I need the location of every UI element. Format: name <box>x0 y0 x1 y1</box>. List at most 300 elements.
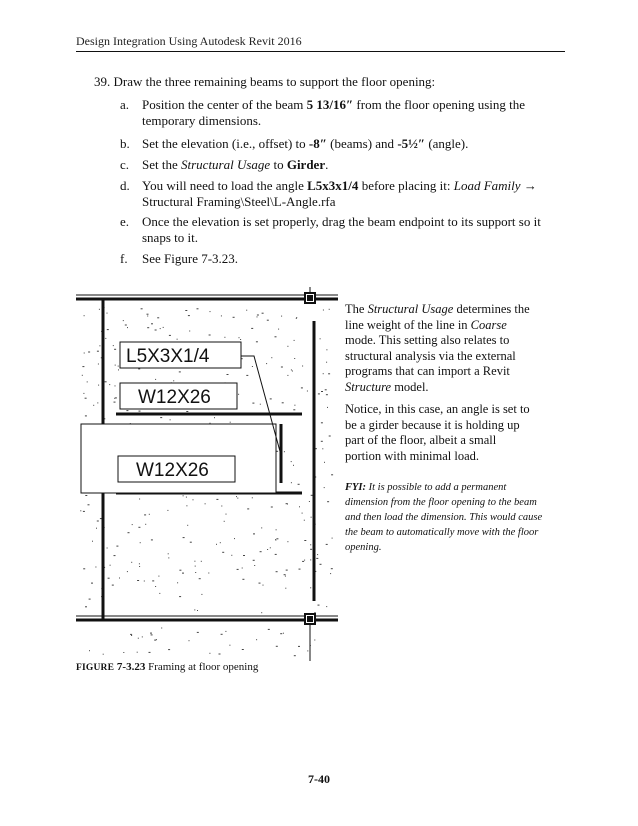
hatch-dot <box>197 632 199 633</box>
hatch-dot <box>112 585 114 586</box>
hatch-dot <box>270 398 272 399</box>
hatch-dot <box>252 497 253 498</box>
hatch-dot <box>327 407 328 408</box>
hatch-dot <box>123 652 124 653</box>
hatch-dot <box>332 538 333 539</box>
hatch-dot <box>195 566 196 567</box>
hatch-dot <box>299 569 301 570</box>
hatch-dot <box>226 514 227 515</box>
hatch-dot <box>285 576 286 577</box>
substep-text: before placing it: <box>358 178 454 193</box>
hatch-dot <box>169 335 171 336</box>
hatch-dot <box>283 633 284 634</box>
hatch-dot <box>107 313 108 314</box>
hatch-dot <box>85 398 87 399</box>
hatch-dot <box>278 329 279 330</box>
note-text: The <box>345 302 368 316</box>
hatch-dot <box>114 398 115 399</box>
hatch-dot <box>157 317 159 318</box>
hatch-dot <box>271 507 273 508</box>
hatch-dot <box>201 594 202 595</box>
hatch-dot <box>298 484 300 485</box>
hatch-dot <box>326 362 327 363</box>
hatch-dot <box>281 316 282 317</box>
fyi-label: FYI: <box>345 482 366 493</box>
hatch-dot <box>252 403 254 404</box>
hatch-dot <box>189 331 190 332</box>
hatch-dot <box>170 419 171 420</box>
hatch-dot <box>229 645 230 646</box>
hatch-dot <box>246 375 248 376</box>
hatch-dot <box>107 548 108 549</box>
tag-beam-bottom-label: W12X26 <box>136 460 209 481</box>
note-text: programs that can import a Revit <box>345 364 510 378</box>
hatch-dot <box>199 578 201 579</box>
hatch-dot <box>155 586 156 587</box>
hatch-dot <box>151 539 153 540</box>
hatch-dot <box>137 652 138 653</box>
hatch-dot <box>316 558 318 559</box>
hatch-dot <box>227 374 229 375</box>
hatch-dot <box>291 369 292 370</box>
fyi-text: dimension from the floor opening to the beam <box>345 497 537 508</box>
hatch-dot <box>291 482 292 483</box>
note-text: be a girder because it is holding up <box>345 417 520 432</box>
arrow-icon: → <box>520 178 537 193</box>
hatch-dot <box>97 351 99 352</box>
hatch-dot <box>329 309 330 310</box>
hatch-dot <box>186 497 187 498</box>
side-note-angle <box>345 402 545 464</box>
hatch-dot <box>139 499 140 500</box>
hatch-dot <box>97 402 98 403</box>
hatch-dot <box>323 373 324 374</box>
substep-text: from the floor opening using the <box>353 97 526 112</box>
hatch-dot <box>294 340 295 341</box>
hatch-dot <box>276 538 278 539</box>
figure-caption <box>76 661 258 673</box>
hatch-dot <box>331 474 333 475</box>
hatch-dot <box>194 561 195 562</box>
hatch-dot <box>242 649 244 650</box>
hatch-dot <box>115 365 116 366</box>
hatch-dot <box>260 551 262 552</box>
hatch-dot <box>275 554 277 555</box>
hatch-dot <box>168 557 169 558</box>
hatch-dot <box>304 540 306 541</box>
hatch-dot <box>125 325 127 326</box>
hatch-dot <box>261 612 262 613</box>
hatch-dot <box>247 508 249 509</box>
hatch-dot <box>161 628 162 629</box>
hatch-dot <box>131 562 132 563</box>
hatch-dot <box>281 367 283 368</box>
hatch-dot <box>115 385 116 386</box>
hatch-dot <box>286 503 288 504</box>
hatch-dot <box>126 410 128 411</box>
hatch-dot <box>293 465 294 466</box>
hatch-dot <box>145 524 146 525</box>
hatch-dot <box>138 638 139 639</box>
hatch-dot <box>324 462 325 463</box>
hatch-dot <box>99 345 100 346</box>
hatch-dot <box>107 329 109 330</box>
hatch-dot <box>275 540 276 541</box>
hatch-dot <box>302 561 304 562</box>
hatch-dot <box>92 541 93 542</box>
note-term: Structural Usage <box>367 302 454 316</box>
hatch-dot <box>155 379 156 380</box>
hatch-dot <box>84 315 85 316</box>
hatch-dot <box>321 391 323 392</box>
substep-text: temporary dimensions. <box>142 113 262 128</box>
hatch-dot <box>311 517 312 518</box>
hatch-dot <box>183 495 184 496</box>
hatch-dot <box>91 583 93 584</box>
hatch-dot <box>285 588 286 589</box>
substep-text: Position the center of the beam <box>142 97 307 112</box>
hatch-dot <box>149 514 150 515</box>
hatch-dot <box>140 542 141 543</box>
hatch-dot <box>185 310 187 311</box>
hatch-dot <box>155 330 157 331</box>
hatch-dot <box>239 337 240 338</box>
hatch-dot <box>237 569 239 570</box>
hatch-dot <box>270 547 271 548</box>
hatch-dot <box>318 605 320 606</box>
substep-text: You will need to load the angle <box>142 178 308 193</box>
hatch-dot <box>132 524 133 525</box>
substep-text: Once the elevation is set properly, drag the beam endpoint to its support so it <box>142 214 541 229</box>
hatch-dot <box>253 533 255 534</box>
hatch-dot <box>119 578 120 579</box>
caption-text: Framing at floor opening <box>145 661 259 673</box>
page-number: 7-40 <box>308 772 330 786</box>
hatch-dot <box>219 654 221 655</box>
hatch-dot <box>116 546 118 547</box>
tag-beam-top-label: W12X26 <box>138 387 211 408</box>
hatch-dot <box>160 417 162 418</box>
hatch-dot <box>114 349 116 350</box>
hatch-dot <box>276 571 278 572</box>
substep-letter: d. <box>120 178 130 193</box>
note-text: portion with minimal load. <box>345 448 480 463</box>
hatch-dot <box>323 310 324 311</box>
hatch-dot <box>276 646 278 647</box>
hatch-dot <box>330 573 331 574</box>
hatch-dot <box>154 640 156 641</box>
hatch-dot <box>99 309 100 310</box>
hatch-dot <box>139 411 141 412</box>
note-text: line weight of the line in <box>345 317 471 332</box>
hatch-dot <box>214 417 215 418</box>
hatch-dot <box>252 366 253 367</box>
hatch-dot <box>310 549 312 550</box>
hatch-dot <box>97 521 99 522</box>
hatch-dot <box>294 655 296 656</box>
hatch-dot <box>93 405 94 406</box>
hatch-dot <box>301 387 303 388</box>
hatch-dot <box>150 633 152 634</box>
hatch-dot <box>257 315 259 316</box>
hatch-dot <box>85 606 87 607</box>
hatch-dot <box>85 495 87 496</box>
header-rule <box>76 51 565 52</box>
hatch-dot <box>179 596 181 597</box>
hatch-dot <box>105 381 107 382</box>
hatch-dot <box>167 510 168 511</box>
hatch-dot <box>189 640 190 641</box>
beam-offset-value: -8″ <box>308 136 327 151</box>
parameter-value: Girder <box>286 157 326 172</box>
hatch-dot <box>142 636 143 637</box>
hatch-dot <box>267 549 268 550</box>
hatch-dot <box>263 585 264 586</box>
hatch-dot <box>221 634 223 635</box>
note-text: Notice, in this case, an angle is set to <box>345 402 530 416</box>
hatch-dot <box>294 358 295 359</box>
parameter-name: Structural Usage <box>181 157 271 172</box>
hatch-dot <box>256 639 257 640</box>
hatch-dot <box>108 578 110 579</box>
hatch-dot <box>221 315 222 316</box>
hatch-dot <box>209 335 211 336</box>
hatch-dot <box>326 394 328 395</box>
hatch-dot <box>234 538 235 539</box>
hatch-dot <box>160 328 161 329</box>
hatch-dot <box>326 349 327 350</box>
hatch-dot <box>82 366 84 367</box>
fyi-text: the beam to automatically move with the floor <box>345 527 539 538</box>
hatch-dot <box>271 357 272 358</box>
hatch-dot <box>320 338 321 339</box>
framing-drawing <box>76 287 338 661</box>
substep-letter: e. <box>120 214 130 229</box>
hatch-dot <box>231 555 232 556</box>
hatch-dot <box>127 571 128 572</box>
hatch-dot <box>182 573 184 574</box>
hatch-dot <box>194 609 195 610</box>
dimension-value: 5 13/16″ <box>306 97 354 112</box>
hatch-dot <box>208 573 209 574</box>
hatch-dot <box>113 345 114 346</box>
column-bottom-core <box>307 616 313 622</box>
hatch-dot <box>209 653 210 654</box>
hatch-dot <box>87 381 88 382</box>
hatch-dot <box>168 553 169 554</box>
hatch-dot <box>309 501 310 502</box>
note-text: determines the <box>453 302 530 316</box>
hatch-dot <box>317 554 318 555</box>
hatch-dot <box>131 635 132 636</box>
hatch-dot <box>105 338 106 339</box>
hatch-dot <box>188 315 190 316</box>
fyi-text: It is possible to add a permanent <box>366 482 507 493</box>
hatch-dot <box>123 320 124 321</box>
hatch-dot <box>299 506 300 507</box>
hatch-dot <box>230 422 231 423</box>
running-header: Design Integration Using Autodesk Revit 2016 <box>76 34 302 48</box>
hatch-dot <box>197 308 199 309</box>
caption-number: 7-3.23 <box>114 661 146 673</box>
hatch-dot <box>197 610 198 611</box>
hatch-dot <box>268 629 270 630</box>
hatch-dot <box>138 527 140 528</box>
hatch-dot <box>240 339 241 340</box>
hatch-dot <box>103 654 104 655</box>
substep-letter: a. <box>120 97 130 112</box>
hatch-dot <box>147 314 149 315</box>
note-term: Structure <box>345 379 392 394</box>
substep-letter: b. <box>120 136 130 151</box>
hatch-dot <box>298 646 300 647</box>
tag-angle-label: L5X3X1/4 <box>126 346 210 367</box>
hatch-dot <box>326 606 327 607</box>
hatch-dot <box>179 570 181 571</box>
hatch-dot <box>147 316 148 317</box>
hatch-dot <box>314 640 315 641</box>
fyi-note <box>345 480 545 555</box>
hatch-dot <box>186 505 187 506</box>
hatch-dot <box>325 389 327 390</box>
hatch-dot <box>243 555 245 556</box>
hatch-dot <box>238 394 239 395</box>
hatch-dot <box>310 544 311 545</box>
hatch-dot <box>114 555 116 556</box>
hatch-dot <box>109 384 110 385</box>
hatch-dot <box>293 409 295 410</box>
hatch-dot <box>137 580 139 581</box>
hatch-dot <box>151 323 153 324</box>
hatch-dot <box>327 501 329 502</box>
hatch-dot <box>307 650 308 651</box>
hatch-dot <box>254 565 255 566</box>
hatch-dot <box>242 579 244 580</box>
hatch-dot <box>216 499 218 500</box>
hatch-dot <box>83 568 85 569</box>
hatch-dot <box>284 574 286 575</box>
caption-label: FIGURE <box>76 663 115 673</box>
hatch-dot <box>311 495 313 496</box>
hatch-dot <box>276 529 277 530</box>
hatch-dot <box>85 415 87 416</box>
hatch-dot <box>261 527 262 528</box>
hatch-dot <box>96 528 97 529</box>
substep-text: Set the elevation (i.e., offset) to <box>142 136 309 151</box>
hatch-dot <box>257 316 258 317</box>
hatch-dot <box>128 532 130 533</box>
hatch-dot <box>256 341 258 342</box>
hatch-dot <box>286 570 288 571</box>
hatch-dot <box>118 369 119 370</box>
hatch-dot <box>237 498 238 499</box>
framing-figure <box>76 287 338 661</box>
hatch-dot <box>310 559 311 560</box>
substep-text: See Figure 7-3.23. <box>142 251 239 266</box>
hatch-dot <box>216 544 217 545</box>
hatch-dot <box>89 650 90 651</box>
hatch-dot <box>324 487 325 488</box>
hatch-dot <box>159 593 160 594</box>
hatch-dot <box>328 373 330 374</box>
family-name: L5x3x1/4 <box>307 178 359 193</box>
hatch-dot <box>168 649 170 650</box>
hatch-dot <box>83 511 85 512</box>
fyi-text: and then load the dimension. This would cause <box>345 512 543 523</box>
hatch-dot <box>236 496 237 497</box>
hatch-dot <box>83 393 84 394</box>
hatch-dot <box>221 506 222 507</box>
hatch-dot <box>130 634 132 635</box>
hatch-dot <box>242 568 243 569</box>
hatch-dot <box>80 510 81 511</box>
hatch-dot <box>82 375 83 376</box>
hatch-dot <box>210 311 211 312</box>
hatch-dot <box>331 568 333 569</box>
hatch-dot <box>173 380 174 381</box>
hatch-dot <box>287 541 288 542</box>
hatch-dot <box>177 339 178 340</box>
hatch-dot <box>177 582 178 583</box>
hatch-dot <box>251 328 253 329</box>
hatch-dot <box>139 566 140 567</box>
hatch-dot <box>224 337 225 338</box>
substep-text: Set the <box>142 157 181 172</box>
hatch-dot <box>127 327 128 328</box>
hatch-dot <box>84 353 85 354</box>
file-path: Structural Framing\Steel\L-Angle.rfa <box>142 194 336 209</box>
hatch-dot <box>110 565 111 566</box>
hatch-dot <box>158 576 159 577</box>
hatch-dot <box>287 375 288 376</box>
hatch-dot <box>190 542 192 543</box>
hatch-dot <box>98 364 99 365</box>
hatch-dot <box>88 504 90 505</box>
substep-letter: f. <box>120 251 128 266</box>
substep-text: snaps to it. <box>142 230 198 245</box>
hatch-dot <box>205 503 206 504</box>
hatch-dot <box>275 336 277 337</box>
hatch-dot <box>98 385 99 386</box>
hatch-dot <box>267 320 269 321</box>
hatch-dot <box>282 402 284 403</box>
hatch-dot <box>152 580 154 581</box>
hatch-dot <box>225 631 226 632</box>
hatch-dot <box>95 567 96 568</box>
hatch-dot <box>320 564 322 565</box>
hatch-dot <box>296 318 297 319</box>
hatch-dot <box>149 652 151 653</box>
hatch-dot <box>141 308 143 309</box>
hatch-dot <box>195 572 196 573</box>
hatch-dot <box>253 560 255 561</box>
hatch-dot <box>318 393 320 394</box>
hatch-dot <box>115 397 117 398</box>
hatch-dot <box>246 310 247 311</box>
fyi-text: opening. <box>345 542 382 553</box>
note-term: Coarse <box>470 317 507 332</box>
note-text: structural analysis via the external <box>345 348 516 363</box>
substep-text: (angle). <box>425 136 469 151</box>
hatch-dot <box>147 327 149 328</box>
hatch-dot <box>88 352 90 353</box>
command-name: Load Family <box>453 178 521 193</box>
hatch-dot <box>222 552 224 553</box>
substep-text: to <box>270 157 287 172</box>
hatch-dot <box>304 560 305 561</box>
hatch-dot <box>220 542 221 543</box>
hatch-dot <box>321 441 323 442</box>
